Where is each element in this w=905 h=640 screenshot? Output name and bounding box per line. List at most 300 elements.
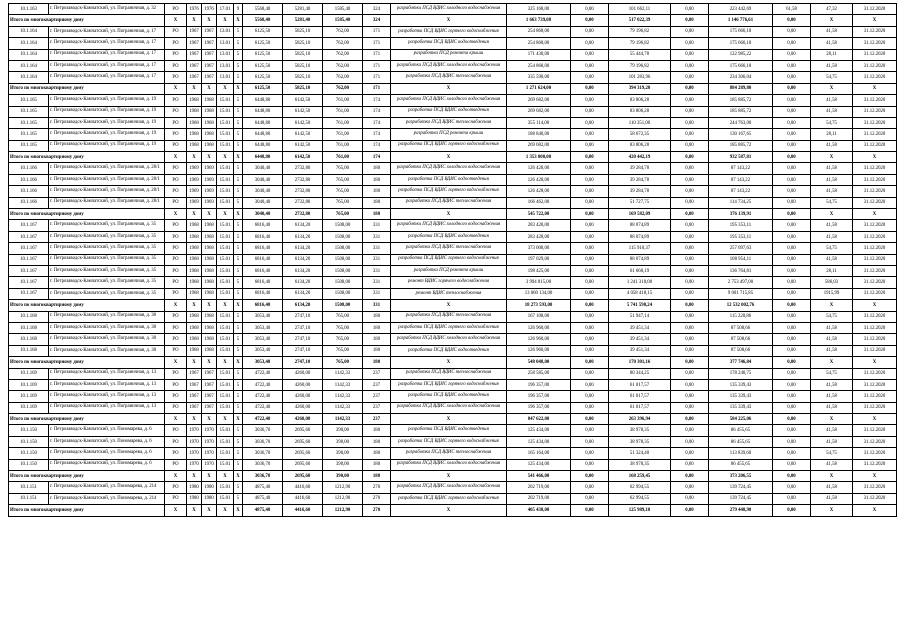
table-cell: 1970 xyxy=(202,425,217,436)
table-cell: Х xyxy=(187,357,202,368)
table-cell: 175 666,18 xyxy=(709,60,773,71)
table-cell: РО xyxy=(165,197,187,208)
table-cell: 331 xyxy=(363,300,391,311)
table-cell: 10.1.169 xyxy=(9,391,49,402)
table-cell: 6142,50 xyxy=(283,152,323,163)
table-cell: 31.12.2020 xyxy=(853,49,897,60)
table-row xyxy=(9,129,897,140)
table-cell: разработка ПСД ВДИС холодного водоснабжения xyxy=(391,4,507,15)
table-cell: Х xyxy=(202,209,217,220)
table-cell: г. Петрозаводск-Камчатский, ул. Пограничная, д. 35 xyxy=(49,243,165,254)
table-cell: 1967 xyxy=(187,72,202,83)
table-cell: 4875,40 xyxy=(243,505,283,516)
table-cell: 0,00 xyxy=(671,493,709,504)
table-cell: 171 xyxy=(363,72,391,83)
table-cell: 15.01 xyxy=(217,368,234,379)
table-cell: 41,58 xyxy=(811,186,853,197)
table-cell: 31.12.2020 xyxy=(853,322,897,333)
table-cell: Х xyxy=(811,83,853,94)
table-cell: 15.01 xyxy=(217,220,234,231)
table-cell: 6125,50 xyxy=(243,26,283,37)
table-cell: 1967 xyxy=(202,49,217,60)
table-cell: 5 xyxy=(234,129,243,140)
table-cell: 390,00 xyxy=(323,459,363,470)
table-cell: 10.1.164 xyxy=(9,26,49,37)
table-cell: 0,00 xyxy=(773,425,811,436)
table-cell: 10.1.168 xyxy=(9,345,49,356)
table-cell: 5 xyxy=(234,436,243,447)
table-cell: 0,00 xyxy=(571,95,609,106)
table-cell: РО xyxy=(165,334,187,345)
table-cell: РО xyxy=(165,345,187,356)
table-cell: 185 885,72 xyxy=(709,140,773,151)
table-cell: 0,00 xyxy=(571,26,609,37)
table-cell: 15.01 xyxy=(217,436,234,447)
table-cell: 135 339,43 xyxy=(709,402,773,413)
table-cell: 15.01 xyxy=(217,448,234,459)
table-cell: ремонт ВДИС теплоснабжения xyxy=(391,288,507,299)
table-cell: 31.12.2020 xyxy=(853,493,897,504)
table-cell: 761,00 xyxy=(323,140,363,151)
table-cell: 15.01 xyxy=(217,311,234,322)
table-cell: 38 978,35 xyxy=(609,436,671,447)
table-cell: 5 741 590,24 xyxy=(609,300,671,311)
table-cell: 115 910,37 xyxy=(609,243,671,254)
table-cell: разработка ПСД ВДИС холодного водоснабжения xyxy=(391,220,507,231)
table-cell: 331 xyxy=(363,243,391,254)
table-cell: 41,58 xyxy=(811,493,853,504)
table-cell: 10.1.166 xyxy=(9,197,49,208)
table-cell: 79 196,82 xyxy=(609,60,671,71)
table-cell: 1968 xyxy=(187,106,202,117)
table-cell: 5 xyxy=(234,459,243,470)
table-row xyxy=(9,49,897,60)
table-cell: 31.12.2020 xyxy=(853,72,897,83)
table-cell: 0,00 xyxy=(571,505,609,516)
table-cell: 10.1.164 xyxy=(9,49,49,60)
table-cell: 15.01 xyxy=(217,140,234,151)
table-cell: 10.1.167 xyxy=(9,277,49,288)
table-cell: РО xyxy=(165,322,187,333)
table-cell: г. Петрозаводск-Камчатский, ул. Пограничная, д. 38 xyxy=(49,334,165,345)
table-cell: 1968 xyxy=(187,277,202,288)
table-cell: 3036,70 xyxy=(243,471,283,482)
table-cell: 0,00 xyxy=(671,209,709,220)
table-cell: 0,00 xyxy=(773,379,811,390)
table-cell: 0,00 xyxy=(671,95,709,106)
table-cell: 1969 xyxy=(187,174,202,185)
table-cell: 0,00 xyxy=(773,163,811,174)
table-row xyxy=(9,4,897,15)
table-cell: 765,00 xyxy=(323,186,363,197)
table-cell: 545 722,00 xyxy=(507,209,571,220)
table-cell: 15.01 xyxy=(217,243,234,254)
table-cell: 2732,80 xyxy=(283,197,323,208)
table-cell: 1976 xyxy=(187,4,202,15)
table-cell: 47,32 xyxy=(811,4,853,15)
table-cell: 9 xyxy=(234,4,243,15)
table-cell: 10.1.150 xyxy=(9,425,49,436)
table-cell: РО xyxy=(165,368,187,379)
table-cell: 2747,10 xyxy=(283,334,323,345)
table-cell: 1970 xyxy=(202,436,217,447)
table-cell: 39 451,34 xyxy=(609,334,671,345)
table-cell: 5 xyxy=(234,38,243,49)
table-cell: 0,00 xyxy=(571,197,609,208)
table-cell: 6448,80 xyxy=(243,152,283,163)
table-cell: 0,00 xyxy=(571,265,609,276)
table-cell: 376 139,91 xyxy=(709,209,773,220)
table-cell: 258 585,00 xyxy=(507,368,571,379)
table-cell: 195 353,11 xyxy=(709,220,773,231)
table-cell: 83 806,28 xyxy=(609,140,671,151)
table-cell: 1508,00 xyxy=(323,254,363,265)
table-cell: 5281,40 xyxy=(283,15,323,26)
table-cell: 31.12.2020 xyxy=(853,60,897,71)
table-cell: 5 xyxy=(234,482,243,493)
table-cell: 0,00 xyxy=(773,277,811,288)
table-cell: 180 xyxy=(363,334,391,345)
table-cell: 2695,60 xyxy=(283,471,323,482)
table-cell: 15.01 xyxy=(217,345,234,356)
table-cell: 13.01 xyxy=(217,26,234,37)
table-cell: 0,00 xyxy=(571,288,609,299)
table-cell: 0,00 xyxy=(671,174,709,185)
table-cell: 1967 xyxy=(202,368,217,379)
table-cell: 174 xyxy=(363,140,391,151)
table-cell: 180 xyxy=(363,459,391,470)
table-cell: 6125,50 xyxy=(243,72,283,83)
table-cell: 185 885,72 xyxy=(709,106,773,117)
table-cell: 3053,40 xyxy=(243,334,283,345)
table-cell: 88 074,89 xyxy=(609,220,671,231)
table-cell: 0,00 xyxy=(571,402,609,413)
table-cell: Х xyxy=(165,505,187,516)
table-cell: 5 xyxy=(234,163,243,174)
table-cell: 1968 xyxy=(202,95,217,106)
table-cell: 762,00 xyxy=(323,49,363,60)
table-cell: Итого по многоквартирному дому xyxy=(9,471,165,482)
table-cell: 10.1.166 xyxy=(9,163,49,174)
table-cell: РО xyxy=(165,4,187,15)
table-cell: 5 xyxy=(234,254,243,265)
table-cell: 62 994,55 xyxy=(609,493,671,504)
table-row xyxy=(9,140,897,151)
table-cell: 355 114,00 xyxy=(507,117,571,128)
table-cell: 0,00 xyxy=(571,448,609,459)
table-cell: РО xyxy=(165,243,187,254)
table-cell: Х xyxy=(202,357,217,368)
table-cell: 6125,50 xyxy=(243,60,283,71)
table-cell: 12 532 002,76 xyxy=(709,300,773,311)
table-cell: 6142,50 xyxy=(283,129,323,140)
table-cell: 31.12.2020 xyxy=(853,186,897,197)
table-cell: 1142,33 xyxy=(323,368,363,379)
table-cell: 101 662,11 xyxy=(609,4,671,15)
table-cell: Х xyxy=(853,471,897,482)
table-cell: 10.1.169 xyxy=(9,402,49,413)
table-cell: 39 284,78 xyxy=(609,163,671,174)
table-cell: 0,00 xyxy=(571,493,609,504)
table-cell: 31.12.2020 xyxy=(853,425,897,436)
table-cell: 31.12.2020 xyxy=(853,220,897,231)
table-cell: РО xyxy=(165,186,187,197)
table-cell: 197 029,00 xyxy=(507,254,571,265)
table-cell: разработка ПСД ВДИС теплоснабжения xyxy=(391,243,507,254)
table-cell: Х xyxy=(234,357,243,368)
table-cell: 10.1.166 xyxy=(9,186,49,197)
table-cell: РО xyxy=(165,379,187,390)
table-cell: 1967 xyxy=(187,379,202,390)
table-cell: 115 220,86 xyxy=(709,311,773,322)
table-cell: разработка ПСД ВДИС теплоснабжения xyxy=(391,368,507,379)
table-cell: РО xyxy=(165,288,187,299)
table-cell: 0,00 xyxy=(571,254,609,265)
table-cell: 13.01 xyxy=(217,49,234,60)
table-cell: Итого по многоквартирному дому xyxy=(9,505,165,516)
table-cell: 4260,00 xyxy=(283,414,323,425)
table-cell: 126 960,00 xyxy=(507,322,571,333)
table-cell: Х xyxy=(853,152,897,163)
table-cell: 331 xyxy=(363,220,391,231)
table-cell: 270 xyxy=(363,505,391,516)
table-cell: 39 284,78 xyxy=(609,174,671,185)
table-cell: Х xyxy=(202,152,217,163)
table-cell: 283 428,00 xyxy=(507,231,571,242)
table-cell: 6816,40 xyxy=(243,265,283,276)
table-cell: Х xyxy=(811,300,853,311)
table-cell: 0,00 xyxy=(773,322,811,333)
table-cell: РО xyxy=(165,402,187,413)
table-cell: Х xyxy=(391,357,507,368)
table-cell: 0,00 xyxy=(571,38,609,49)
table-cell: 0,00 xyxy=(571,311,609,322)
table-cell: 125 434,00 xyxy=(507,425,571,436)
table-cell: 15.01 xyxy=(217,391,234,402)
table-cell: 171 xyxy=(363,49,391,60)
table-cell: 0,00 xyxy=(671,163,709,174)
table-cell: РО xyxy=(165,231,187,242)
table-cell: 0,00 xyxy=(671,482,709,493)
table-total-row xyxy=(9,357,897,368)
table-cell: 4722,40 xyxy=(243,368,283,379)
table-cell: РО xyxy=(165,117,187,128)
table-cell: 180 xyxy=(363,311,391,322)
table-cell: 41,58 xyxy=(811,231,853,242)
table-cell: 1212,90 xyxy=(323,505,363,516)
table-cell: РО xyxy=(165,482,187,493)
table-cell: 0,00 xyxy=(773,95,811,106)
table-cell: 10.1.165 xyxy=(9,129,49,140)
table-cell: 51 727,75 xyxy=(609,197,671,208)
table-cell: Х xyxy=(853,15,897,26)
table-cell: 237 xyxy=(363,379,391,390)
table-total-row xyxy=(9,152,897,163)
table-cell: 0,00 xyxy=(773,493,811,504)
table-cell: 0,00 xyxy=(671,60,709,71)
table-cell: 31.12.2020 xyxy=(853,117,897,128)
table-cell: 87 508,66 xyxy=(709,334,773,345)
table-cell: 61 017,57 xyxy=(609,402,671,413)
table-cell: 1968 xyxy=(202,277,217,288)
table-cell: 5 xyxy=(234,334,243,345)
table-cell: 1967 xyxy=(187,49,202,60)
table-cell: 0,00 xyxy=(671,243,709,254)
table-cell: Х xyxy=(217,83,234,94)
table-cell: 1968 xyxy=(202,140,217,151)
table-cell: разработка ПСД ВДИС водоотведения xyxy=(391,425,507,436)
table-cell: 0,00 xyxy=(571,129,609,140)
table-cell: 0,00 xyxy=(571,368,609,379)
table-cell: 1969 xyxy=(202,163,217,174)
table-cell: 1142,33 xyxy=(323,414,363,425)
table-cell: 761,00 xyxy=(323,117,363,128)
table-cell: 180 xyxy=(363,345,391,356)
table-cell: 13.01 xyxy=(217,38,234,49)
table-cell: 765,00 xyxy=(323,334,363,345)
table-cell: 0,00 xyxy=(571,152,609,163)
table-cell: 10.1.165 xyxy=(9,117,49,128)
table-cell: Итого по многоквартирному дому xyxy=(9,15,165,26)
table-cell: Х xyxy=(234,414,243,425)
table-cell: 31.12.2020 xyxy=(853,4,897,15)
table-row xyxy=(9,277,897,288)
table-cell: 15.01 xyxy=(217,197,234,208)
table-cell: г. Петрозаводск-Камчатский, ул. Пограничная, д. 38 xyxy=(49,345,165,356)
table-cell: 41,58 xyxy=(811,391,853,402)
table-cell: 0,00 xyxy=(773,414,811,425)
table-cell: 0,00 xyxy=(773,471,811,482)
table-cell: 1 663 739,08 xyxy=(507,15,571,26)
table-cell: 0,00 xyxy=(773,83,811,94)
table-cell: 4260,00 xyxy=(283,379,323,390)
table-cell: 13 060 134,00 xyxy=(507,288,571,299)
table-cell: 6816,40 xyxy=(243,220,283,231)
table-cell: 5 xyxy=(234,174,243,185)
table-cell: 15.01 xyxy=(217,129,234,140)
table-cell: 41,58 xyxy=(811,482,853,493)
table-cell: разработка ПСД ВДИС холодного водоснабжения xyxy=(391,482,507,493)
table-cell: 114 734,25 xyxy=(709,197,773,208)
table-cell: 4722,40 xyxy=(243,391,283,402)
table-cell: 1967 xyxy=(202,26,217,37)
table-cell: Х xyxy=(217,152,234,163)
table-cell: РО xyxy=(165,425,187,436)
table-cell: 884 289,80 xyxy=(709,83,773,94)
table-cell: 79 196,82 xyxy=(609,38,671,49)
table-cell: Х xyxy=(202,83,217,94)
table-cell: 38 978,35 xyxy=(609,459,671,470)
table-cell: 1967 xyxy=(187,391,202,402)
table-cell: 3040,40 xyxy=(243,174,283,185)
table-cell: 17.01 xyxy=(217,4,234,15)
table-cell: Х xyxy=(187,505,202,516)
table-cell: 15.01 xyxy=(217,106,234,117)
table-cell: 139 724,45 xyxy=(709,482,773,493)
table-cell: 88 074,89 xyxy=(609,231,671,242)
table-cell: 0,00 xyxy=(671,254,709,265)
table-cell: 166 462,00 xyxy=(507,197,571,208)
table-cell: 31.12.2020 xyxy=(853,334,897,345)
table-cell: РО xyxy=(165,106,187,117)
table-cell: 1968 xyxy=(202,243,217,254)
table-cell: 3053,40 xyxy=(243,311,283,322)
table-cell: 6142,50 xyxy=(283,106,323,117)
table-cell: 0,00 xyxy=(571,163,609,174)
table-cell: 269 682,00 xyxy=(507,95,571,106)
table-cell: 237 xyxy=(363,402,391,413)
table-cell: Х xyxy=(217,471,234,482)
table-row xyxy=(9,436,897,447)
table-cell: 15.01 xyxy=(217,425,234,436)
table-cell: 0,00 xyxy=(773,300,811,311)
table-cell: 41,58 xyxy=(811,436,853,447)
table-row xyxy=(9,379,897,390)
table-cell: 5281,40 xyxy=(283,4,323,15)
table-cell: РО xyxy=(165,254,187,265)
table-cell: 54,75 xyxy=(811,117,853,128)
table-cell: 0,00 xyxy=(773,334,811,345)
table-cell: 5 xyxy=(234,288,243,299)
table-cell: 1967 xyxy=(187,368,202,379)
table-cell: 1968 xyxy=(202,254,217,265)
table-body xyxy=(9,4,897,517)
table-cell: 3036,70 xyxy=(243,425,283,436)
table-cell: разработка ПСД ремонта крыши xyxy=(391,49,507,60)
table-cell: Х xyxy=(811,15,853,26)
table-cell: 3040,40 xyxy=(243,186,283,197)
table-cell: 0,00 xyxy=(773,15,811,26)
table-cell: г. Петрозаводск-Камчатский, ул. Пограничная, д. 19 xyxy=(49,95,165,106)
table-row xyxy=(9,220,897,231)
table-cell: 87 508,66 xyxy=(709,322,773,333)
table-cell: разработка ПСД ВДИС теплоснабжения xyxy=(391,197,507,208)
table-cell: 0,00 xyxy=(671,265,709,276)
table-cell: 269 682,00 xyxy=(507,140,571,151)
table-cell: 0,00 xyxy=(773,26,811,37)
table-cell: 41,58 xyxy=(811,140,853,151)
table-cell: 0,00 xyxy=(671,140,709,151)
table-cell: 195 353,11 xyxy=(709,231,773,242)
table-cell: 126 428,00 xyxy=(507,186,571,197)
table-cell: 1967 xyxy=(202,38,217,49)
table-cell: 101 283,96 xyxy=(609,72,671,83)
table-cell: 6816,40 xyxy=(243,254,283,265)
table-cell: 331 xyxy=(363,288,391,299)
table-cell: г. Петрозаводск-Камчатский, ул. Пограничная, д. 35 xyxy=(49,265,165,276)
table-cell: Х xyxy=(234,83,243,94)
table-cell: 0,00 xyxy=(773,209,811,220)
table-cell: 174 xyxy=(363,106,391,117)
table-cell: 61 017,57 xyxy=(609,379,671,390)
table-cell: 6448,80 xyxy=(243,117,283,128)
table-cell: Х xyxy=(165,83,187,94)
table-cell: 10.1.169 xyxy=(9,368,49,379)
table-cell: 28,11 xyxy=(811,129,853,140)
table-cell: Х xyxy=(187,209,202,220)
table-cell: 10.1.151 xyxy=(9,493,49,504)
table-cell: 15.01 xyxy=(217,493,234,504)
table-cell: Х xyxy=(234,471,243,482)
table-cell: 180 xyxy=(363,197,391,208)
table-total-row xyxy=(9,83,897,94)
table-cell: 6448,80 xyxy=(243,106,283,117)
table-row xyxy=(9,311,897,322)
table-cell: 31.12.2020 xyxy=(853,482,897,493)
table-cell: 1969 xyxy=(187,186,202,197)
table-row xyxy=(9,288,897,299)
table-cell: 54,75 xyxy=(811,72,853,83)
